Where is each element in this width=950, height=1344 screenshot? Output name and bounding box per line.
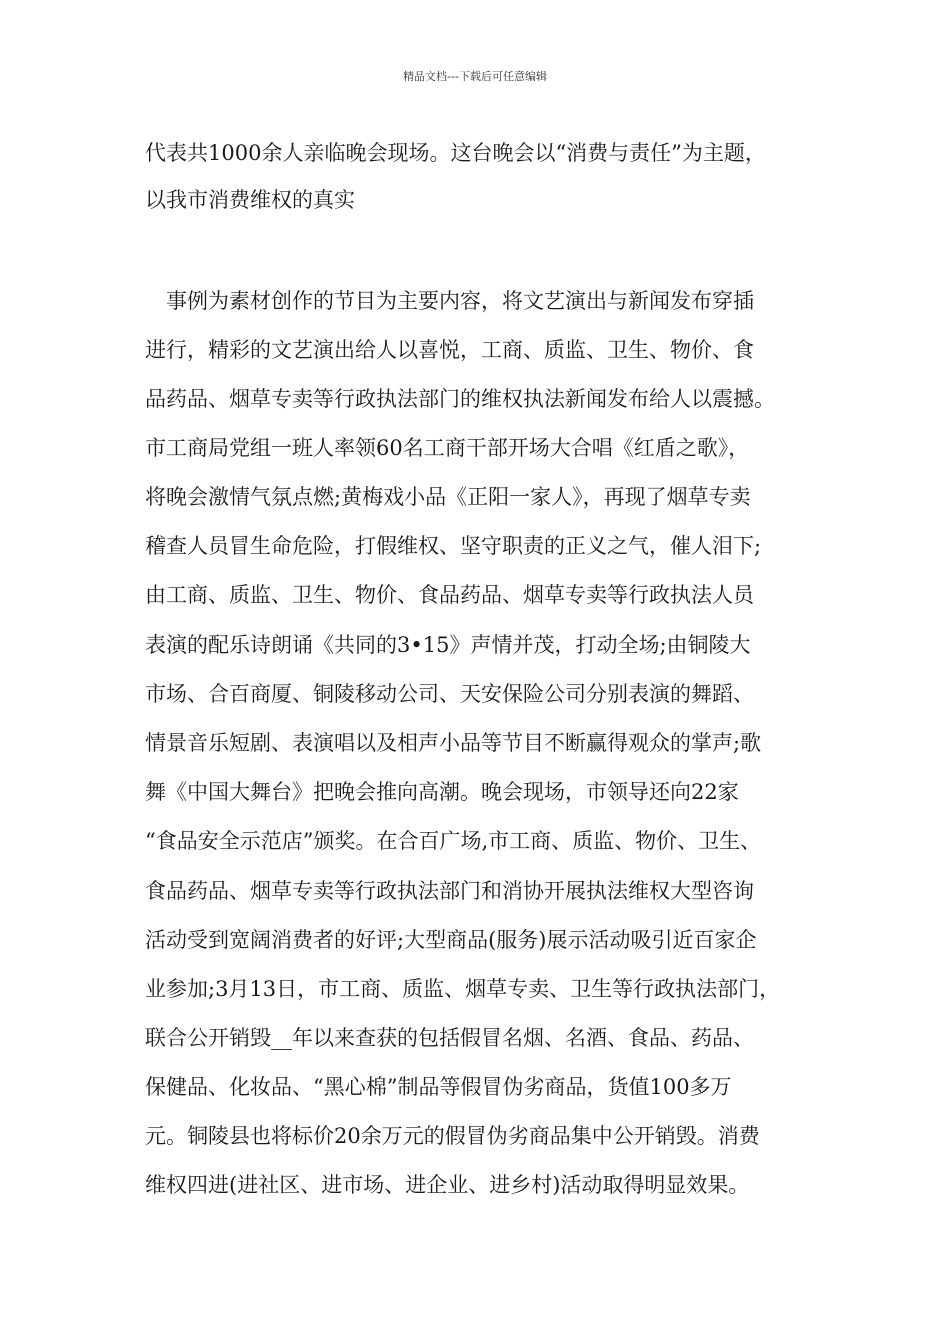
paragraph-2-line: 元。铜陵县也将标价20余万元的假冒伪劣商品集中公开销毁。消费 <box>145 1124 760 1148</box>
paragraph-1-line: 代表共1000余人亲临晚会现场。这台晚会以“消费与责任”为主题， <box>145 141 766 165</box>
paragraph-1-line: 以我市消费维权的真实 <box>145 188 355 212</box>
paragraph-2-line: 业参加;3月13日，市工商、质监、烟草专卖、卫生等行政执法部门， <box>145 977 781 1001</box>
paragraph-2-line: 将晚会激情气氛点燃;黄梅戏小品《正阳一家人》，再现了烟草专卖 <box>145 485 751 509</box>
page-header: 精品文档---下载后可任意编辑 <box>403 70 547 83</box>
paragraph-2-line: 市工商局党组一班人率领60名工商干部开场大合唱《红盾之歌》， <box>145 436 750 460</box>
paragraph-2-line: 保健品、化妆品、“黑心棉”制品等假冒伪劣商品，货值100多万 <box>145 1075 732 1099</box>
paragraph-2-line: 联合公开销毁__年以来查获的包括假冒名烟、名酒、食品、药品、 <box>145 1026 754 1050</box>
paragraph-2-line: 活动受到宽阔消费者的好评;大型商品(服务)展示活动吸引近百家企 <box>145 928 757 952</box>
paragraph-2-line: 食品药品、烟草专卖等行政执法部门和消协开展执法维权大型咨询 <box>145 879 754 903</box>
paragraph-2-line: 维权四进(进社区、进市场、进企业、进乡村)活动取得明显效果。 <box>145 1173 750 1197</box>
paragraph-2-line: 表演的配乐诗朗诵《共同的3•15》声情并茂，打动全场;由铜陵大 <box>145 633 751 657</box>
paragraph-2-line: 事例为素材创作的节目为主要内容，将文艺演出与新闻发布穿插 <box>145 289 754 313</box>
paragraph-2-line: 进行，精彩的文艺演出给人以喜悦，工商、质监、卫生、物价、食 <box>145 338 754 362</box>
paragraph-2-line: 市场、合百商厦、铜陵移动公司、天安保险公司分别表演的舞蹈、 <box>145 682 754 706</box>
paragraph-2-line: 由工商、质监、卫生、物价、食品药品、烟草专卖等行政执法人员 <box>145 583 754 607</box>
paragraph-2-line: 舞《中国大舞台》把晚会推向高潮。晚会现场，市领导还向22家 <box>145 780 739 804</box>
paragraph-2-line: 情景音乐短剧、表演唱以及相声小品等节目不断赢得观众的掌声;歌 <box>145 731 762 755</box>
paragraph-2-line: “食品安全示范店”颁奖。在合百广场,市工商、质监、物价、卫生、 <box>145 829 762 853</box>
paragraph-2-line: 稽查人员冒生命危险，打假维权、坚守职责的正义之气，催人泪下; <box>145 534 762 558</box>
paragraph-2-line: 品药品、烟草专卖等行政执法部门的维权执法新闻发布给人以震撼。 <box>145 387 775 411</box>
